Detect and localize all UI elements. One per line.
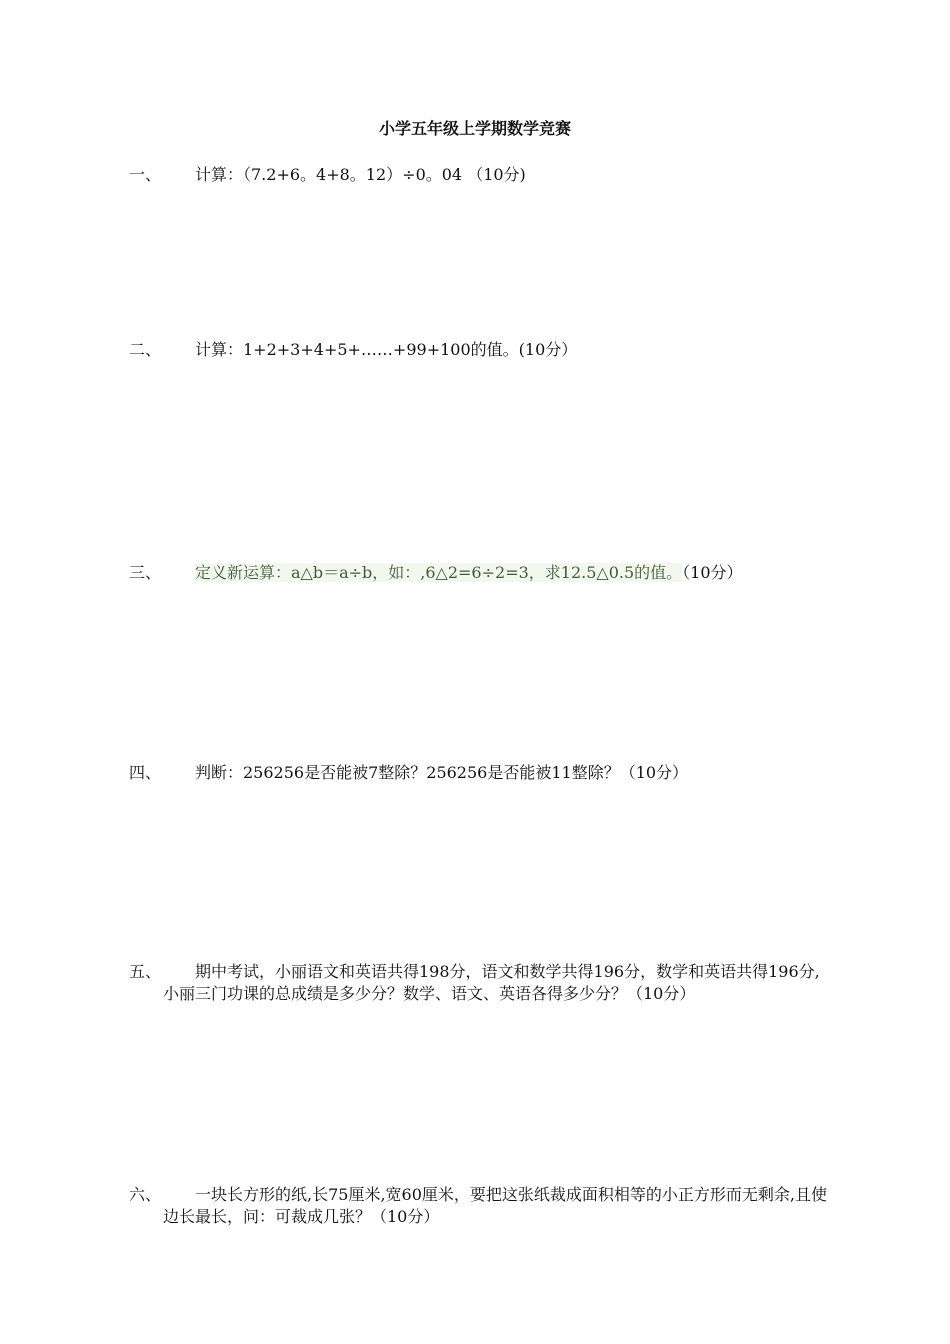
question-number: 三、 [129, 563, 162, 582]
question-text [195, 562, 829, 584]
question-3 [129, 562, 829, 584]
question-text: 判断：256256是否能被7整除？256256是否能被11整除？（10分） [195, 763, 689, 782]
page-title: 小学五年级上学期数学竞赛 [378, 119, 571, 138]
question-6 [129, 1184, 829, 1228]
question-5 [129, 961, 829, 1005]
question-text: 一块长方形的纸,长75厘米,宽60厘米，要把这张纸裁成面积相等的小正方形而无剩余,且使边长最长，问：可裁成几张？（10分） [163, 1185, 827, 1226]
question-score: （10分） [682, 563, 743, 582]
question-number: 二、 [129, 340, 162, 359]
question-number: 六、 [129, 1185, 162, 1204]
question-number: 五、 [129, 962, 162, 981]
highlighted-text: 定义新运算：a△b＝a÷b，如：,6△2=6÷2=3，求12.5△0.5的值。 [195, 563, 683, 582]
question-2 [129, 339, 829, 361]
question-number: 四、 [129, 763, 162, 782]
question-number: 一、 [129, 165, 162, 184]
question-text: 计算：1+2+3+4+5+……+99+100的值。(10分） [195, 340, 578, 359]
question-text: 期中考试，小丽语文和英语共得198分，语文和数学共得196分，数学和英语共得196分,小丽三门功课的总成绩是多少分？数学、语文、英语各得多少分？（10分） [163, 962, 820, 1003]
question-4 [129, 762, 829, 784]
question-text: 计算：（7.2+6。4+8。12）÷0。04 （10分) [195, 165, 526, 184]
question-1 [129, 164, 829, 186]
